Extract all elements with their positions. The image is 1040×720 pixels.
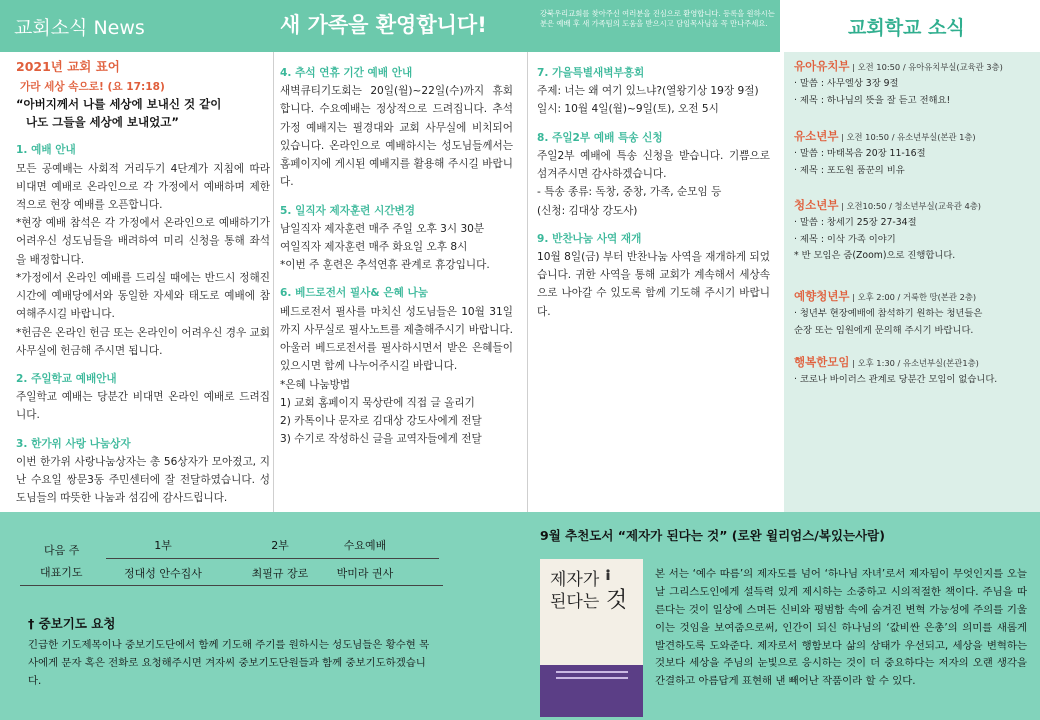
news-column-3 xyxy=(537,64,770,321)
school-block-line: · 말씀 : 창세기 25장 27-34절 xyxy=(794,217,917,229)
prayer-table-rule xyxy=(20,585,443,586)
header-left-band xyxy=(0,0,780,52)
prayer-table-label-1: 다음 주 xyxy=(44,544,80,557)
section-love-box-text: 이번 한가위 사랑나눔상자는 총 56상자가 모아졌고, 지난 수요일 쌍문3동 주민센터에 잘 전달하였습니다. 성도님들의 따뜻한 나눔과 섬김에 감사드립니다. xyxy=(16,455,270,505)
section-special-song-line-1: - 특송 종류: 독창, 중창, 가족, 순모임 등 xyxy=(537,186,722,199)
church-school-panel xyxy=(784,52,1040,512)
section-transcription-line-2: 1) 교회 홈페이지 묵상란에 직접 글 올리기 xyxy=(280,396,475,409)
book-description: 본 서는 ‘예수 따름’의 제자도를 넘어 ‘하나님 자녀’로서 제자됨이 무엇인지를 오늘날 그리스도인에게 설득력 있게 제시하는 소중하고 시의적절한 책이다. 주님을 따른다는 것이 일상에 스며든 신비와 평범함 속에 숨겨진 변혁 가능성에 주의를 기울이는 것임을 보여줌으로써, 인간이 되신 하나님의 ‘값비싼 은총’의 의미를 새롭게 발견하도록 도와준다. 제자로서 행함보다 삶의 상태가 우선되고, 세상을 변혁하는 것보다 세상을 주님의 눈빛으로 응시하는 것이 더 중요하다는 저자의 오랜 생각을 간결하고 아름답게 표현해 낸 빼어난 작품이라 할 수 있다. xyxy=(655,568,1027,688)
school-block-time: | 오전 10:50 / 유아유치부실(교육관 3층) xyxy=(849,62,1003,72)
book-cover-title: 된다는 xyxy=(550,592,600,612)
column-divider xyxy=(273,52,274,512)
prayer-table-name: 최필규 장로 xyxy=(251,567,309,580)
section-training-line-1: 남일직자 제자훈련 매주 주일 오후 3시 30분 xyxy=(280,222,485,235)
section-transcription-line-1: *은혜 나눔방법 xyxy=(280,378,351,391)
book-heading: 9월 추천도서 “제자가 된다는 것” (로완 윌리엄스/복있는사람) xyxy=(540,528,885,543)
motto-quote-line-2: 나도 그들을 세상에 보내었고” xyxy=(26,114,179,129)
section-transcription-line-3: 2) 카톡이나 문자로 김대상 강도사에게 전달 xyxy=(280,414,482,427)
prayer-table-header: 1부 xyxy=(154,539,172,552)
welcome-note: 강북우리교회를 찾아주신 여러분을 진심으로 환영합니다. 등록을 원하시는 분은 예배 후 새 가족팀의 도움을 받으시고 담임목사님을 꼭 만나주세요. xyxy=(540,9,775,28)
school-block-title: 예향청년부 xyxy=(794,289,850,303)
school-block-line: · 제목 : 하나님의 뜻을 잘 듣고 전해요! xyxy=(794,94,951,106)
school-block-preschool xyxy=(794,56,1034,109)
school-block-time: | 오전 10:50 / 유소년부실(본관 1층) xyxy=(838,132,976,142)
book-cover-title: 제자가 xyxy=(550,570,600,590)
header xyxy=(0,0,1040,52)
prayer-request-text: 긴급한 기도제목이나 중보기도단에서 함께 기도해 주기를 원하시는 성도님들은 황수현 목사에게 문자 혹은 전화로 요청해주시면 겨자씨 중보기도단원들과 함께 중보기도하겠습니다. xyxy=(28,639,430,688)
section-worship-note-3: *헌금은 온라인 헌금 또는 온라인이 어려우신 경우 교회 사무실에 헌금해 주시면 됩니다. xyxy=(16,326,271,357)
news-title: 교회소식 News xyxy=(14,17,145,39)
school-block-title: 청소년부 xyxy=(794,198,839,212)
welcome-title: 새 가족을 환영합니다! xyxy=(280,13,487,37)
school-block-line: 순장 또는 임원에게 문의해 주시기 바랍니다. xyxy=(794,324,974,336)
school-news-title: 교회학교 소식 xyxy=(848,17,965,39)
book-cover-title: 것 xyxy=(606,588,628,613)
book-cover-image xyxy=(540,559,643,717)
column-divider xyxy=(527,52,528,512)
section-special-song-line-2: (신청: 김대상 강도사) xyxy=(537,204,638,217)
school-block-time: | 오후 2:00 / 거룩한 땅(본관 2층) xyxy=(849,292,977,302)
section-side-dish-text: 10월 8일(금) 부터 반찬나눔 사역을 재개하게 되었습니다. 귀한 사역을 통해 교회가 계속해서 세상속으로 나아갈 수 있도록 함께 기도해 주시기 바랍니다. xyxy=(537,250,770,318)
prayer-table-header: 수요예배 xyxy=(343,539,387,552)
section-revival-title: 7. 가을특별새벽부흥회 xyxy=(537,67,645,79)
bottom-section xyxy=(0,512,1040,720)
school-block-line: * 반 모임은 줌(Zoom)으로 진행합니다. xyxy=(794,249,956,261)
section-sunday-school-title: 2. 주일학교 예배안내 xyxy=(16,372,117,385)
section-transcription-title: 6. 베드로전서 필사& 은혜 나눔 xyxy=(280,287,428,300)
section-worship-title: 1. 예배 안내 xyxy=(16,144,76,157)
school-block-line: · 코로나 바이러스 관계로 당분간 모임이 없습니다. xyxy=(794,374,998,386)
school-block-line: · 제목 : 포도원 품꾼의 비유 xyxy=(794,164,905,176)
section-side-dish-title: 9. 반찬나눔 사역 재개 xyxy=(537,232,642,245)
motto-year: 2021년 교회 표어 xyxy=(16,59,120,74)
section-worship-note-1: *현장 예배 참석은 각 가정에서 온라인으로 예배하기가 어려우신 성도님들을 배려하여 미리 신청을 통해 좌석을 배정합니다. xyxy=(16,217,270,266)
section-training-title: 5. 일직자 제자훈련 시간변경 xyxy=(280,204,416,217)
prayer-table-header: 2부 xyxy=(271,539,289,552)
school-block-line: · 제목 : 이삭 가족 이야기 xyxy=(794,233,896,245)
school-block-line: · 말씀 : 마태복음 20장 11-16절 xyxy=(794,148,926,160)
motto-verse: 가라 세상 속으로! (요 17:18) xyxy=(20,80,165,93)
section-chuseok-text: 새벽큐티기도회는 20일(월)~22일(수)까지 휴회합니다. 수요예배는 정상적으로 드려집니다. 추석 가정 예배지는 필경대와 교회 사무실에 비치되어 있습니다. 온라인으로 예배하시는 성도님들께서는 홈페이지에 게시된 예배지를 활용해 주시길 바랍니다. xyxy=(280,85,513,189)
school-block-young-adult xyxy=(794,286,1034,339)
prayer-table-label-2: 대표기도 xyxy=(40,566,83,579)
section-training-line-2: 여일직자 제자훈련 매주 화요일 오후 8시 xyxy=(280,240,468,253)
section-sunday-school-text: 주일학교 예배는 당분간 비대면 온라인 예배로 드려집니다. xyxy=(16,391,270,422)
school-block-line: · 청년부 현장예배에 참석하기 원하는 청년들은 xyxy=(794,308,983,320)
section-special-song-text: 주일2부 예배에 특송 신청을 받습니다. 기쁨으로 섬겨주시면 감사하겠습니다. xyxy=(537,149,770,181)
section-revival-line-1: 주제: 너는 왜 여기 있느냐?(열왕기상 19장 9절) xyxy=(537,85,759,98)
section-training-line-3: *이번 주 훈련은 추석연휴 관계로 휴강입니다. xyxy=(280,259,490,272)
school-block-happy xyxy=(794,352,1034,389)
section-love-box-title: 3. 한가위 사랑 나눔상자 xyxy=(16,437,131,450)
book-cover-line xyxy=(556,671,628,673)
school-block-teen xyxy=(794,195,1034,264)
news-column-1 xyxy=(16,56,270,508)
school-block-youth xyxy=(794,126,1034,179)
school-block-title: 유소년부 xyxy=(794,129,839,143)
section-transcription-text: 베드로전서 필사를 마치신 성도님들은 10월 31일까지 사무실로 필사노트를 제출해주시기 바랍니다. 아울러 베드로전서를 필사하시면서 받은 은혜들이 있으시면 함께 나누어주시길 바랍니다. xyxy=(280,305,513,373)
prayer-table-rule xyxy=(106,558,439,559)
book-cover-line xyxy=(556,677,628,679)
prayer-request-title: † 중보기도 요청 xyxy=(28,616,116,631)
news-column-2 xyxy=(280,64,513,448)
school-block-time: | 오후 1:30 / 유소년부실(본관1층) xyxy=(849,358,979,368)
section-chuseok-title: 4. 추석 연휴 기간 예배 안내 xyxy=(280,67,413,79)
school-block-title: 유아유치부 xyxy=(794,59,850,73)
section-worship-text: 모든 공예배는 사회적 거리두기 4단계가 지침에 따라 비대면 예배로 온라인으로 각 가정에서 예배하며 제한적으로 현장 예배를 오픈합니다. xyxy=(16,162,270,211)
figure-icon xyxy=(604,569,612,581)
section-transcription-line-4: 3) 수기로 작성하신 글을 교역자들에게 전달 xyxy=(280,433,482,446)
school-block-line: · 말씀 : 사무엘상 3장 9절 xyxy=(794,78,899,90)
school-block-title: 행복한모임 xyxy=(794,355,850,369)
section-worship-note-2: *가정에서 온라인 예배를 드리실 때에는 반드시 정해진 시간에 예배당에서와 동일한 자세와 태도로 예배에 참여해주시길 바랍니다. xyxy=(16,271,270,321)
prayer-table-name: 박미라 권사 xyxy=(336,567,394,580)
section-revival-line-2: 일시: 10월 4일(월)~9일(토), 오전 5시 xyxy=(537,103,719,116)
prayer-table-name: 정대성 안수집사 xyxy=(124,567,202,580)
school-block-time: | 오전10:50 / 청소년부실(교육관 4층) xyxy=(838,201,982,211)
motto-quote-line-1: “아버지께서 나를 세상에 보내신 것 같이 xyxy=(16,96,222,111)
section-special-song-title: 8. 주일2부 예배 특송 신청 xyxy=(537,131,663,144)
